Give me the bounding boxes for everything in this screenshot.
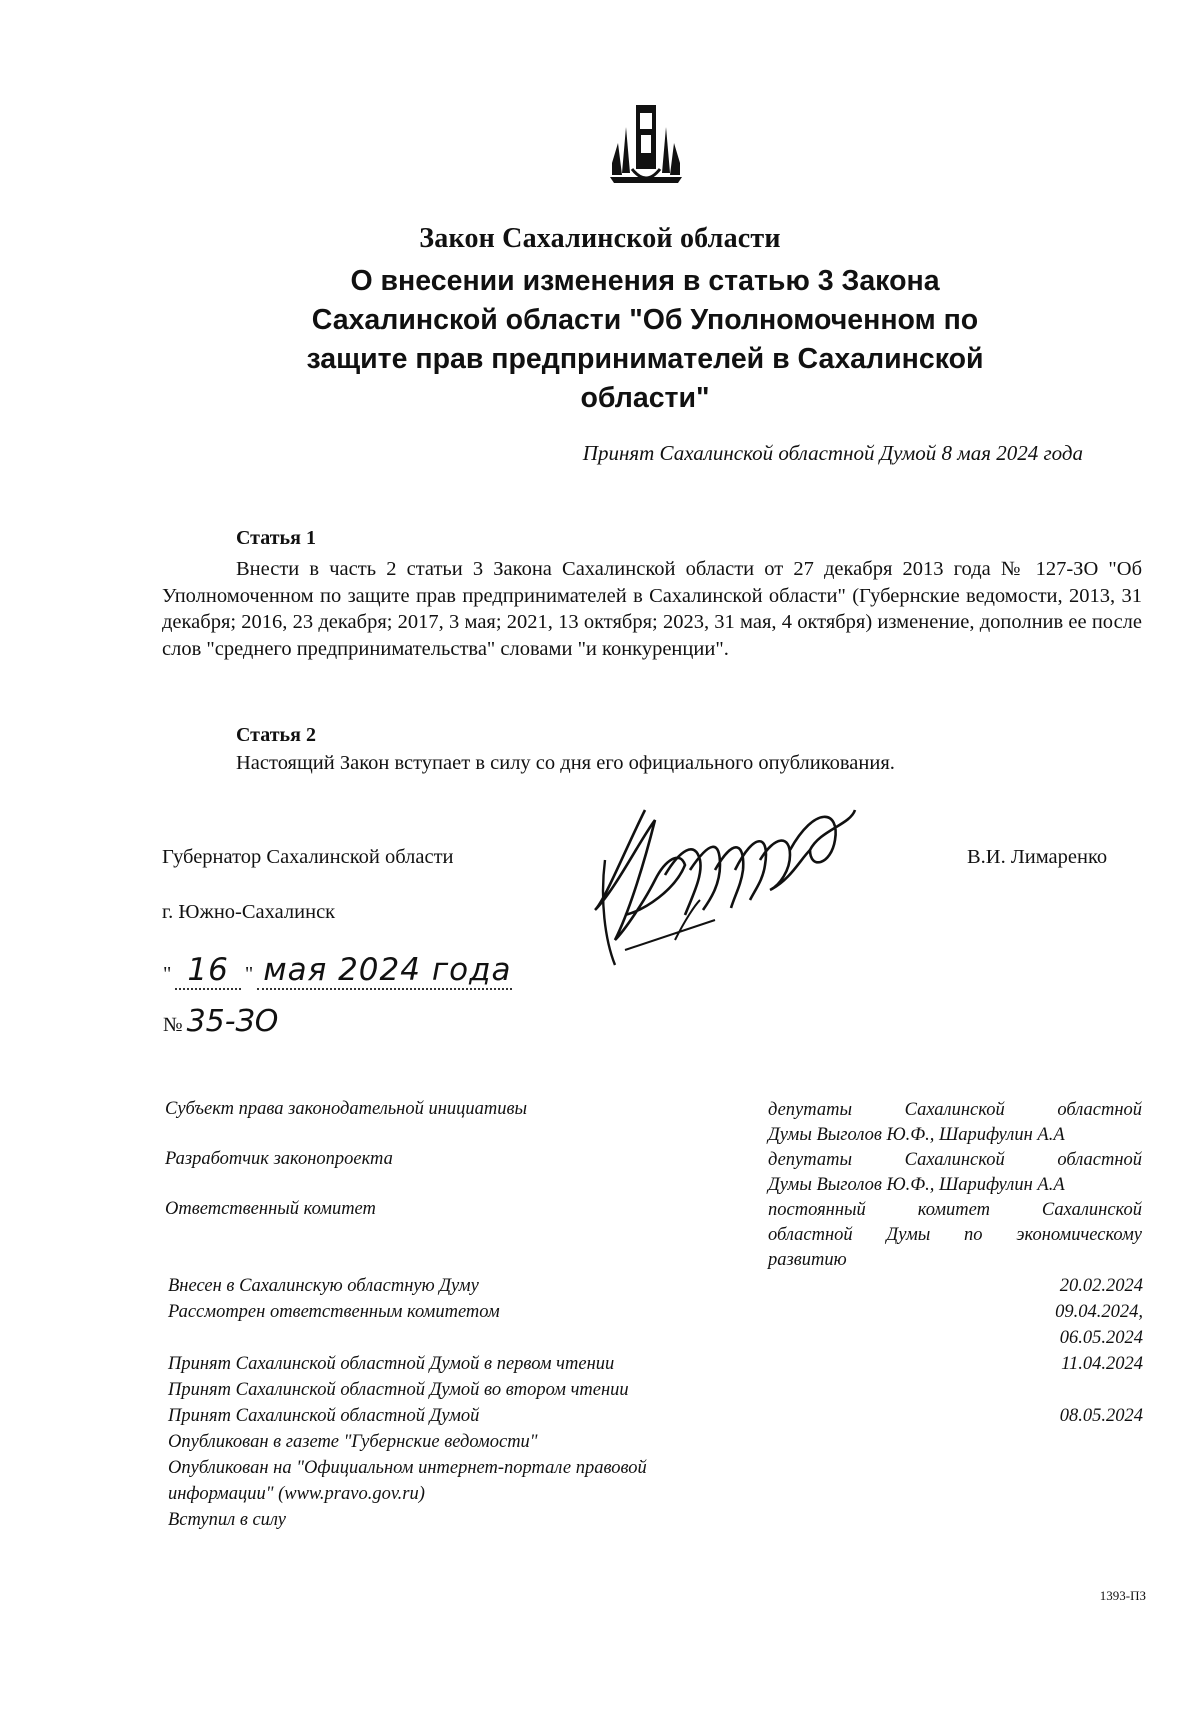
published-portal-label: Опубликован на "Официальном интернет-портале правовой	[168, 1458, 647, 1478]
adopted-date: 08.05.2024	[1059, 1406, 1143, 1426]
article-1-text: Внести в часть 2 статьи 3 Закона Сахалинской области от 27 декабря 2013 года № 127-ЗО "Об Уполномоченном по защите прав предпринимателей в Сахалинской области" (Губернские ведомости, 2013, 31 декабря; 2016, 23 декабря; 2017, 3 мая; 2021, 13 октября; 2023, 31 мая, 4 октября) изменение, дополнив ее после слов "среднего предпринимательства" словами "и конкуренции".	[162, 558, 1142, 660]
committee-label: Ответственный комитет	[165, 1199, 376, 1219]
law-subtitle	[240, 262, 1050, 418]
published-portal-label: информации" (www.pravo.gov.ru)	[168, 1484, 425, 1504]
signatory-name: В.И. Лимаренко	[967, 846, 1108, 868]
developer-value: депутаты Сахалинской областной Думы Выголов Ю.Ф., Шарифулин А.А	[768, 1150, 1142, 1195]
reviewed-date: 06.05.2024	[1059, 1328, 1143, 1348]
submitted-label: Внесен в Сахалинскую областную Думу	[168, 1276, 479, 1296]
reviewed-label: Рассмотрен ответственным комитетом	[168, 1302, 500, 1322]
signatory-position: Губернатор Сахалинской области	[162, 846, 454, 868]
handwritten-signature	[585, 790, 915, 980]
committee-value: постоянный комитет Сахалинской областной Думы по экономическому развитию	[768, 1200, 1142, 1270]
second-reading-label: Принят Сахалинской областной Думой во втором чтении	[168, 1380, 629, 1400]
article-2-text: Настоящий Закон вступает в силу со дня его официального опубликования.	[236, 752, 895, 774]
first-reading-label: Принят Сахалинской областной Думой в первом чтении	[168, 1354, 615, 1374]
document-code: 1393-ПЗ	[1099, 1588, 1146, 1603]
article-1-heading: Статья 1	[236, 527, 316, 549]
subtitle-line: О внесении изменения в статью 3 Закона	[350, 265, 940, 297]
signing-date-day: 16	[175, 952, 240, 990]
submitted-date: 20.02.2024	[1059, 1276, 1143, 1296]
developer-label: Разработчик законопроекта	[165, 1149, 393, 1169]
law-number-value: 35-ЗО	[186, 1004, 279, 1039]
subtitle-line: защите прав предпринимателей в Сахалинской	[306, 343, 984, 375]
adopted-label: Принят Сахалинской областной Думой	[168, 1406, 480, 1426]
number-sign: №	[163, 1014, 183, 1036]
signing-city: г. Южно-Сахалинск	[162, 901, 336, 923]
adoption-note: Принят Сахалинской областной Думой 8 мая 2024 года	[582, 441, 1083, 465]
published-gazette-label: Опубликован в газете "Губернские ведомости"	[168, 1432, 538, 1452]
first-reading-date: 11.04.2024	[1061, 1354, 1143, 1374]
coat-of-arms-emblem	[608, 103, 684, 187]
subtitle-line: Сахалинской области "Об Уполномоченном по	[311, 304, 979, 336]
signing-date-month-year: мая 2024 года	[257, 952, 511, 990]
law-number	[163, 1004, 278, 1039]
in-force-label: Вступил в силу	[168, 1510, 286, 1530]
article-2-heading: Статья 2	[236, 724, 316, 746]
initiative-label: Субъект права законодательной инициативы	[165, 1099, 528, 1119]
law-title: Закон Сахалинской области	[419, 223, 781, 254]
initiative-value: депутаты Сахалинской областной Думы Выголов Ю.Ф., Шарифулин А.А	[768, 1100, 1142, 1145]
signing-date: " 16 " мая 2024 года	[163, 952, 512, 988]
reviewed-date: 09.04.2024,	[1055, 1302, 1143, 1322]
subtitle-line: области"	[580, 382, 710, 414]
